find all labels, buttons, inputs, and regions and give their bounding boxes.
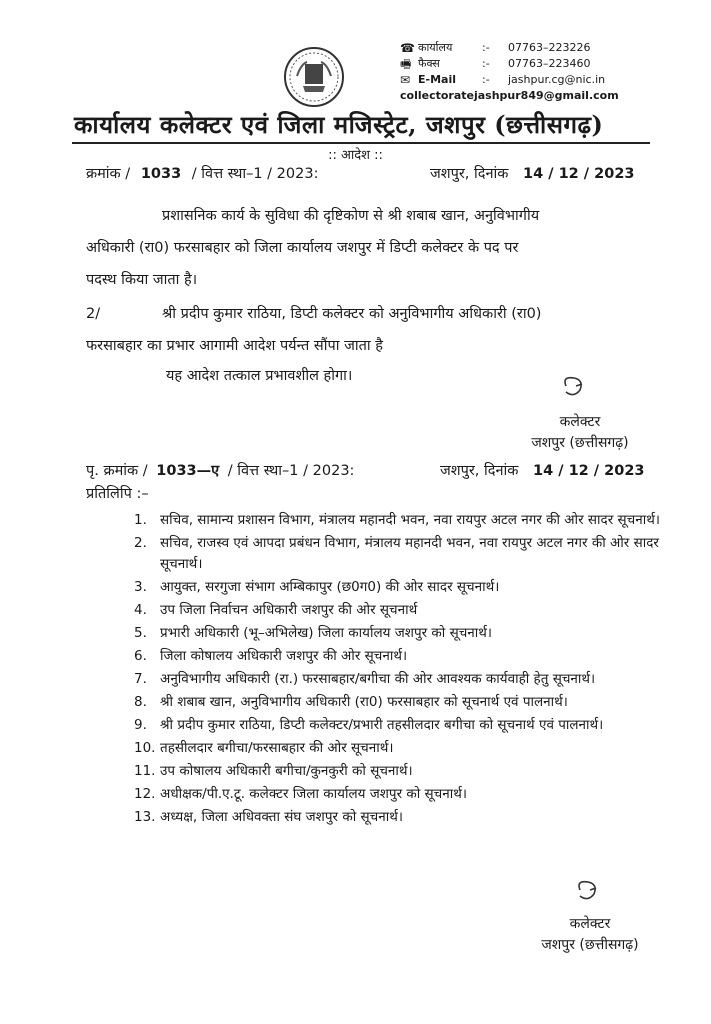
signature-mark-2	[570, 876, 610, 910]
signature-icon	[556, 372, 596, 402]
order-date: 14 / 12 / 2023	[523, 166, 635, 182]
contact-phone: ☎ कार्यालय :- 07763–223226	[400, 41, 591, 55]
list-item: 9. श्री प्रदीप कुमार राठिया, डिप्टी कलेक्टर/प्रभारी तहसीलदार बगीचा को सूचनार्थ एवं पालनार्थ।	[134, 717, 604, 733]
fax-icon: 🖷	[400, 57, 412, 71]
fax-number: 07763–223460	[508, 57, 591, 70]
order-paragraph-1: प्रशासनिक कार्य के सुविधा की दृष्टिकोण से श्री शबाब खान, अनुविभागीय अधिकारी (रा0) फरसाबहार को जिला कार्यालय जशपुर में डिप्टी कलेक्टर के पद पर पदस्थ किया जाता है।	[86, 208, 540, 288]
signatory-title: कलेक्टर	[569, 916, 611, 932]
order-effect: यह आदेश तत्काल प्रभावशील होगा।	[166, 368, 353, 384]
copy-list	[134, 510, 660, 830]
header-divider	[72, 142, 650, 144]
signature-mark-1	[556, 372, 596, 406]
contact-email: ✉ E-Mail :- jashpur.cg@nic.in	[400, 73, 606, 87]
signatory-place: जशपुर (छत्तीसगढ़)	[541, 937, 639, 953]
office-title: कार्यालय कलेक्टर एवं जिला मजिस्ट्रेट, जशपुर (छत्तीसगढ़)	[74, 110, 604, 139]
order-number: 1033	[140, 166, 182, 182]
signature-block-1	[490, 412, 670, 454]
signature-icon	[570, 876, 610, 906]
list-item: 8. श्री शबाब खान, अनुविभागीय अधिकारी (रा0) फरसाबहार को सूचनार्थ एवं पालनार्थ।	[134, 694, 568, 710]
signatory-place: जशपुर (छत्तीसगढ़)	[531, 435, 629, 451]
list-item: 1. सचिव, सामान्य प्रशासन विभाग, मंत्रालय महानदी भवन, नवा रायपुर अटल नगर की ओर सादर सूचनार्थ।	[134, 512, 660, 528]
list-item: 6. जिला कोषालय अधिकारी जशपुर की ओर सूचनार्थ।	[134, 648, 408, 664]
order-heading: :: आदेश ::	[328, 148, 383, 163]
copy-label: प्रतिलिपि :–	[86, 486, 149, 502]
list-item: 7. अनुविभागीय अधिकारी (रा.) फरसाबहार/बगीचा की ओर आवश्यक कार्यवाही हेतु सूचनार्थ।	[134, 671, 596, 687]
phone-number: 07763–223226	[508, 41, 591, 54]
emblem-icon	[283, 46, 345, 108]
endorsement-number-line: पृ. क्रमांक / 1033—ए / वित्त स्था–1 / 2023:	[86, 463, 355, 479]
list-item: 12. अधीक्षक/पी.ए.टू. कलेक्टर जिला कार्यालय जशपुर को सूचनार्थ।	[134, 786, 467, 802]
list-item: 11. उप कोषालय अधिकारी बगीचा/कुनकुरी को सूचनार्थ।	[134, 763, 413, 779]
state-emblem	[283, 46, 345, 108]
contact-block	[400, 40, 680, 104]
phone-icon: ☎	[400, 41, 415, 55]
signature-block-2	[500, 914, 680, 956]
endorsement-date-line: जशपुर, दिनांक 14 / 12 / 2023	[440, 463, 645, 479]
list-item: 13. अध्यक्ष, जिला अधिवक्ता संघ जशपुर को सूचनार्थ।	[134, 809, 403, 825]
order-paragraph-2: 2/ श्री प्रदीप कुमार राठिया, डिप्टी कलेक्टर को अनुविभागीय अधिकारी (रा0) फरसाबहार का प्रभार आगामी आदेश पर्यन्त सौंपा जाता है	[86, 306, 542, 354]
contact-fax: 🖷 फैक्स :- 07763–223460	[400, 57, 591, 71]
signatory-title: कलेक्टर	[559, 414, 601, 430]
list-item: 2. सचिव, राजस्व एवं आपदा प्रबंधन विभाग, मंत्रालय महानदी भवन, नवा रायपुर अटल नगर की ओर सादर सूचनार्थ।	[134, 535, 659, 572]
list-item: 10. तहसीलदार बगीचा/फरसाबहार की ओर सूचनार्थ।	[134, 740, 394, 756]
email-secondary: collectoratejashpur849@gmail.com	[400, 89, 619, 102]
list-item: 5. प्रभारी अधिकारी (भू–अभिलेख) जिला कार्यालय जशपुर को सूचनार्थ।	[134, 625, 493, 641]
endorsement-number: 1033—ए	[156, 463, 220, 479]
list-item: 3. आयुक्त, सरगुजा संभाग अम्बिकापुर (छ0ग0) की ओर सादर सूचनार्थ।	[134, 579, 500, 595]
endorsement-date: 14 / 12 / 2023	[533, 463, 645, 479]
mail-icon: ✉	[400, 73, 411, 87]
order-date-line: जशपुर, दिनांक 14 / 12 / 2023	[430, 166, 635, 182]
list-item: 4. उप जिला निर्वाचन अधिकारी जशपुर की ओर सूचनार्थ	[134, 602, 418, 618]
order-number-line: क्रमांक / 1033 / वित्त स्था–1 / 2023:	[86, 166, 319, 182]
email-address: jashpur.cg@nic.in	[508, 73, 606, 86]
